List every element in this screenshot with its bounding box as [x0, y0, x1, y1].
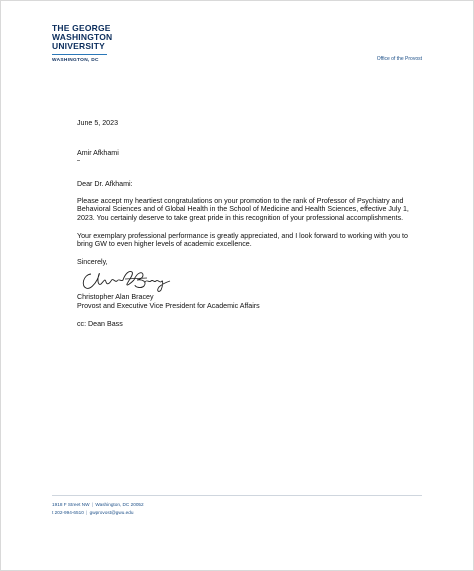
logo-line-3: UNIVERSITY [52, 41, 106, 51]
signature-icon [77, 266, 177, 294]
office-name: Office of the Provost [376, 56, 422, 62]
footer-separator: | [86, 510, 88, 515]
logo-line-2: WASHINGTON [52, 32, 113, 42]
signer-title: Provost and Executive Vice President for Academic Affairs [77, 301, 260, 310]
footer-separator: | [91, 502, 94, 507]
logo-city: WASHINGTON, DC [52, 58, 99, 63]
salutation: Dear Dr. Afkhami: [77, 180, 133, 189]
footer-city: Washington, DC 20052 [95, 502, 144, 507]
address-redaction-mark [77, 160, 83, 167]
cc-line: cc: Dean Bass [77, 319, 123, 328]
footer-phone: t 202-994-6510 [52, 510, 84, 515]
logo-line-1: THE GEORGE [52, 23, 111, 33]
signer-name: Christopher Alan Bracey [77, 293, 154, 302]
logo-divider [52, 54, 107, 55]
recipient-name: Amir Afkhami [77, 148, 119, 157]
letter-date: June 5, 2023 [77, 119, 119, 127]
footer-address-line [52, 501, 144, 509]
paragraph-congratulations: Please accept my heartiest congratulations on your promotion to the rank of Professor of Psychiatry and Behavioral Sciences and of Global Health in the School of Medicine and Health Sciences, effective July 1, 2023. You certainly deserve to take great pride in this recognition of your professional accomplishments. [77, 196, 409, 222]
university-logo [52, 24, 122, 63]
footer [52, 501, 144, 517]
footer-email[interactable]: gwprovost@gwu.edu [89, 510, 134, 515]
paragraph-appreciation: Your exemplary professional performance is greatly appreciated, and I look forward to working with you to bring GW to even higher levels of academic excellence. [77, 231, 408, 249]
closing: Sincerely, [77, 257, 108, 266]
footer-contact-line [52, 509, 144, 517]
footer-divider [52, 495, 422, 496]
letter-body [77, 119, 409, 328]
footer-street: 1918 F Street NW [52, 502, 90, 507]
